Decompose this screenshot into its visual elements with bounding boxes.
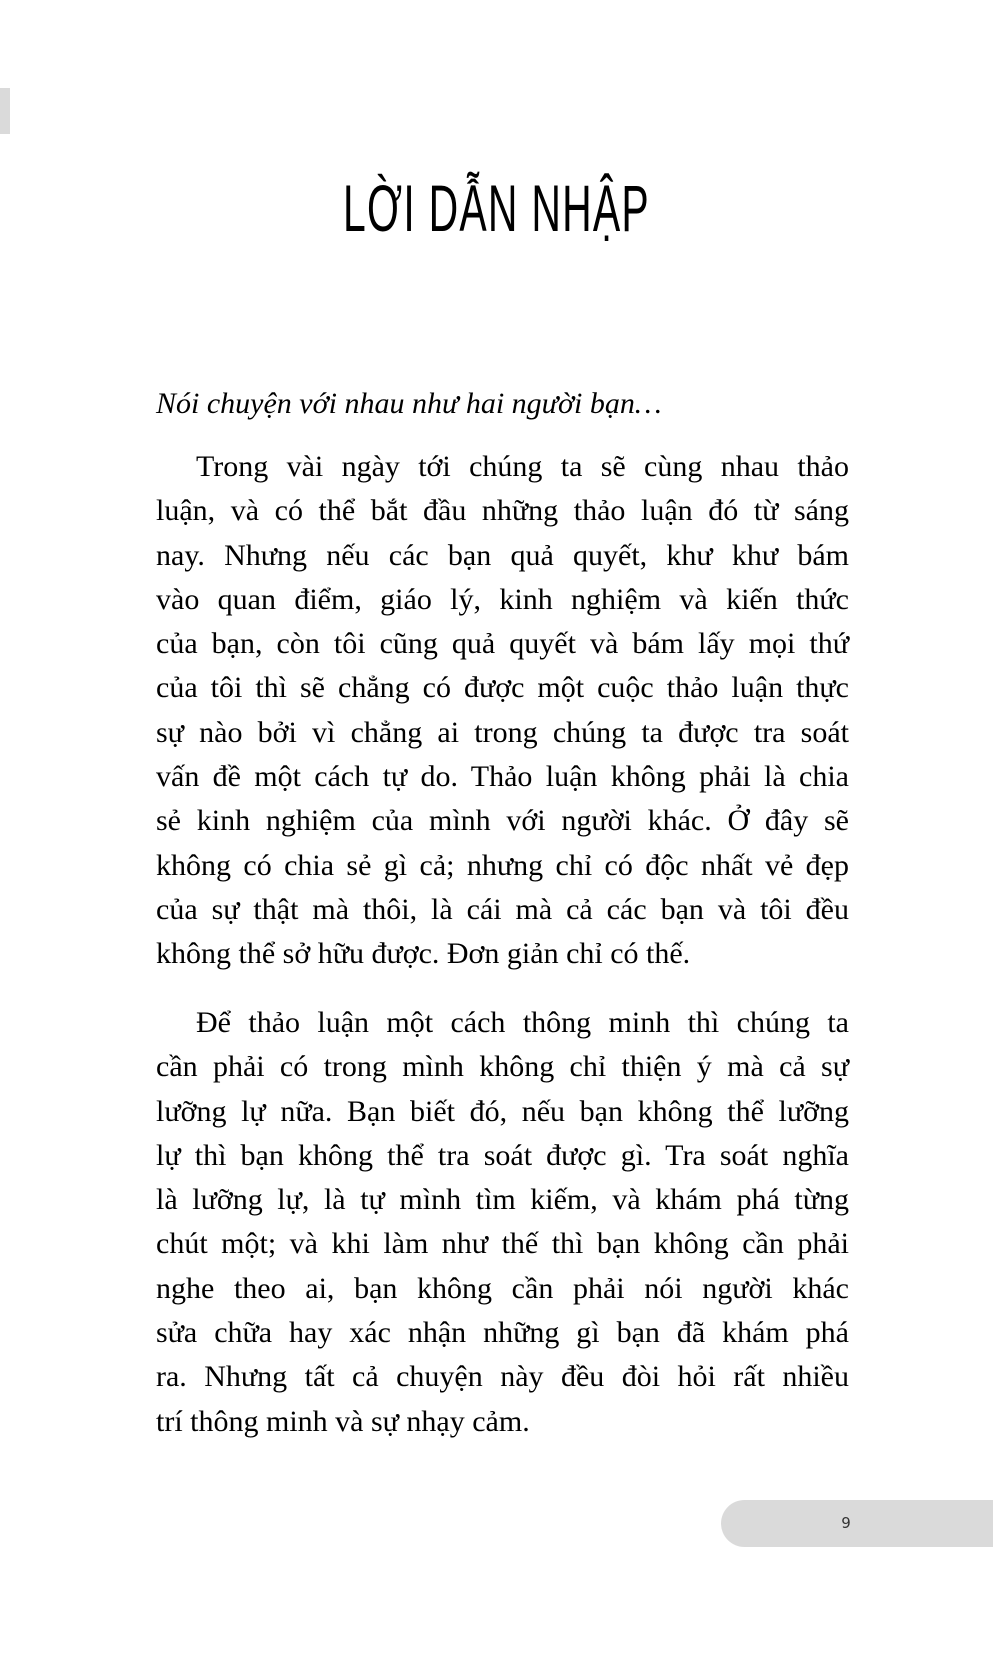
text-line: sự nào bởi vì chẳng ai trong chúng ta được tra soát bbox=[156, 715, 849, 749]
text-line: cần phải có trong mình không chỉ thiện ý mà cả sự bbox=[156, 1050, 849, 1084]
section-subtitle: Nói chuyện với nhau như hai người bạn… bbox=[156, 387, 662, 420]
text-line: lự thì bạn không thể tra soát được gì. Tra soát nghĩa bbox=[156, 1138, 849, 1172]
paragraph-1 bbox=[156, 445, 849, 977]
text-line: trí thông minh và sự nhạy cảm. bbox=[156, 1404, 530, 1438]
text-line: của bạn, còn tôi cũng quả quyết và bám lấy mọi thứ bbox=[156, 627, 849, 661]
chapter-title bbox=[0, 168, 993, 248]
text-line: là lưỡng lự, là tự mình tìm kiếm, và khám phá từng bbox=[156, 1183, 849, 1217]
text-line: chút một; và khi làm như thế thì bạn không cần phải bbox=[156, 1227, 849, 1261]
text-line: ra. Nhưng tất cả chuyện này đều đòi hỏi rất nhiều bbox=[156, 1360, 849, 1394]
page-number-tab bbox=[721, 1500, 993, 1547]
text-line: của sự thật mà thôi, là cái mà cả các bạn và tôi đều bbox=[156, 892, 849, 926]
text-line: luận, và có thể bắt đầu những thảo luận đó từ sáng bbox=[156, 494, 849, 528]
text-line: của tôi thì sẽ chẳng có được một cuộc thảo luận thực bbox=[156, 671, 849, 705]
text-line: vào quan điểm, giáo lý, kinh nghiệm và kiến thức bbox=[156, 582, 849, 616]
text-line: lưỡng lự nữa. Bạn biết đó, nếu bạn không thể lưỡng bbox=[156, 1094, 849, 1128]
edge-thumb-tab bbox=[0, 88, 10, 134]
text-line: sẻ kinh nghiệm của mình với người khác. Ở đây sẽ bbox=[156, 804, 849, 838]
paragraph-2 bbox=[156, 1001, 849, 1444]
text-line: nghe theo ai, bạn không cần phải nói người khác bbox=[156, 1271, 849, 1305]
text-line: Trong vài ngày tới chúng ta sẽ cùng nhau thảo bbox=[196, 450, 849, 483]
text-line: Để thảo luận một cách thông minh thì chúng ta bbox=[196, 1006, 849, 1039]
text-line: nay. Nhưng nếu các bạn quả quyết, khư khư bám bbox=[156, 538, 849, 572]
text-line: sửa chữa hay xác nhận những gì bạn đã khám phá bbox=[156, 1316, 849, 1350]
chapter-title-text: LỜI DẪN NHẬP bbox=[343, 171, 650, 245]
page-number: 9 bbox=[841, 1514, 851, 1532]
text-line: không có chia sẻ gì cả; nhưng chỉ có độc nhất vẻ đẹp bbox=[156, 848, 849, 882]
text-line: vấn đề một cách tự do. Thảo luận không phải là chia bbox=[156, 760, 849, 794]
text-line: không thể sở hữu được. Đơn giản chỉ có thế. bbox=[156, 937, 691, 971]
